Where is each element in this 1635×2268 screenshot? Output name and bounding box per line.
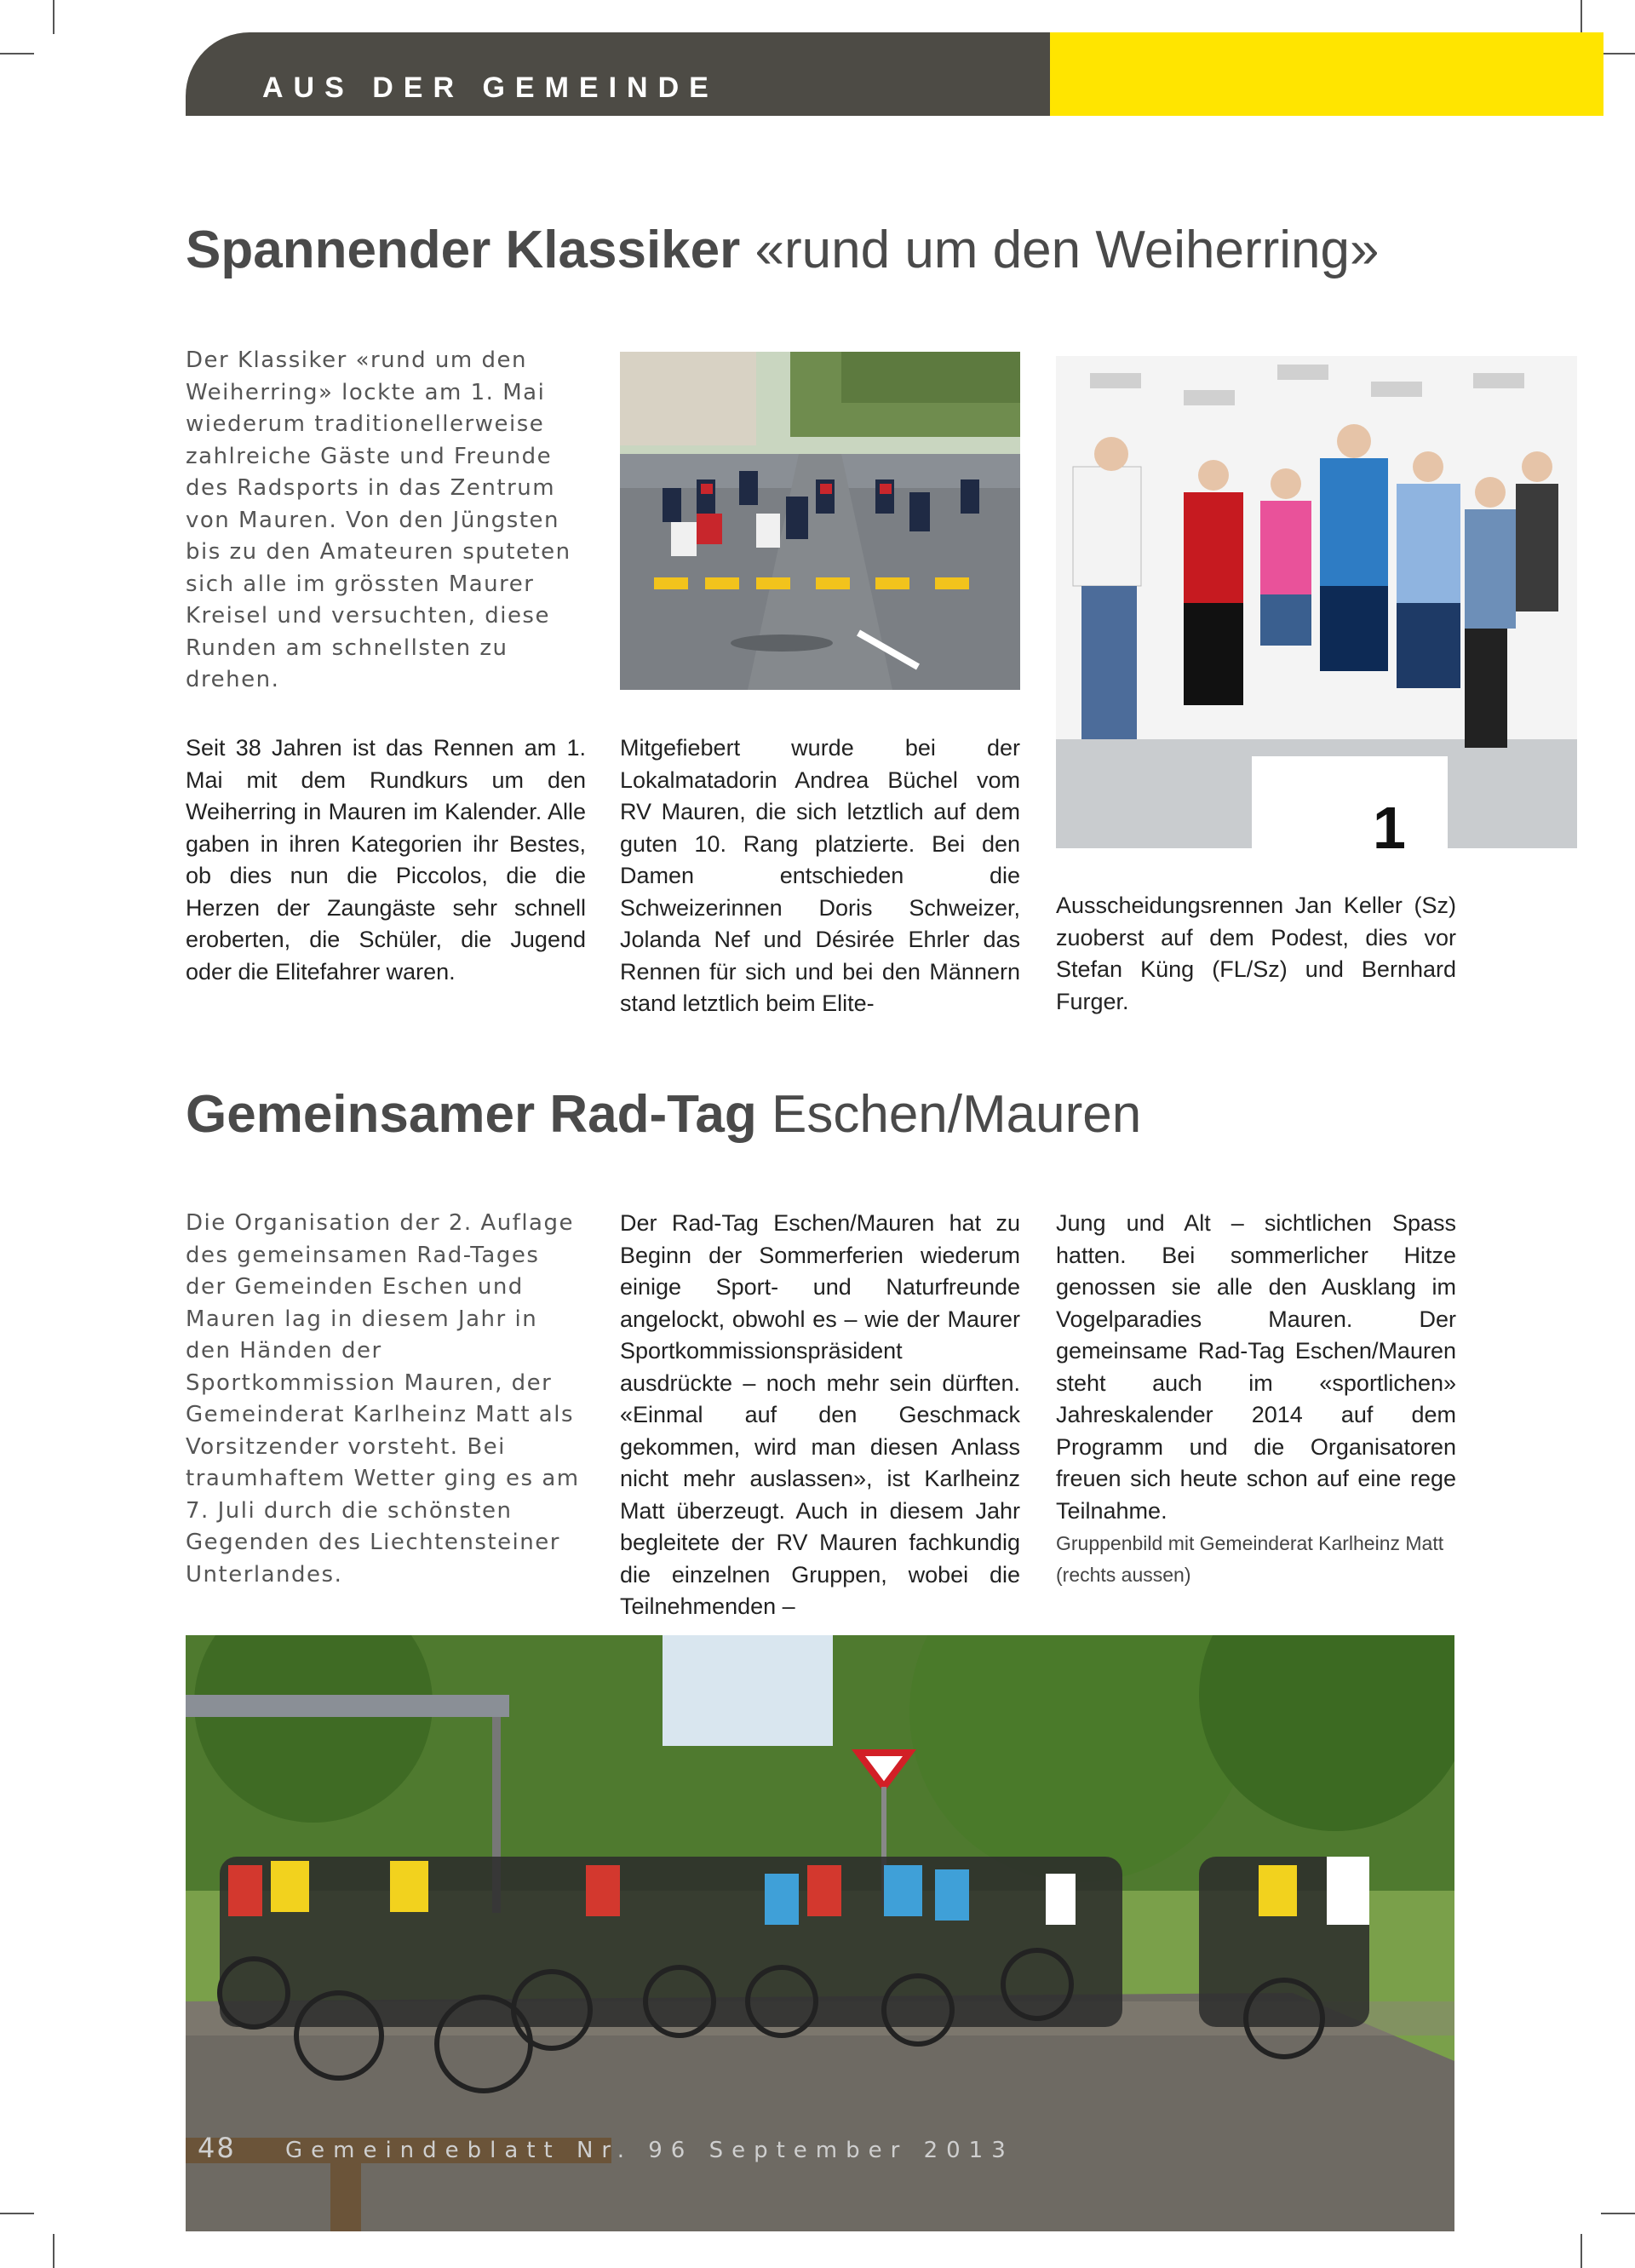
section-header [186,32,1050,116]
crop-mark [1601,53,1635,55]
article2-column3: Jung und Alt – sichtlichen Spass hatten. Bei sommerlicher Hitze genossen sie alle den Ausklang im Vogelparadies Mauren. Der gemeinsame Rad-Tag Eschen/Mauren steht auch im «sportlichen» Jahreskalender 2014 auf dem Programm und die Organisatoren freuen sich heute schon auf eine rege Teilnahme. [1056,1210,1456,1524]
page-footer [198,2132,1014,2164]
podium-number: 1 [1373,795,1406,848]
article2-title-light: Eschen/Mauren [771,1085,1142,1144]
podium-photo [1056,356,1577,848]
crop-mark [1580,0,1582,34]
crop-mark [0,53,34,55]
crop-mark [0,2213,34,2214]
article2-column2: Der Rad-Tag Eschen/Mauren hat zu Beginn der Sommerferien wiederum einige Sport- und Naturfreunde angelockt, obwohl es – wie der Maurer Sportkommissionspräsident ausdrückte – noch mehr sein dürften. «Einmal auf den Geschmack gekommen, wird man diesen Anlass nicht mehr auslassen», ist Karlheinz Matt überzeugt. Auch in diesem Jahr begleitete der RV Mauren fachkundig die einzelnen Gruppen, wobei die Teilnehmenden – [620,1210,1020,1619]
crop-mark [1580,2234,1582,2268]
article1-title-bold: Spannender Klassiker [186,221,741,279]
article2-headline [186,1084,1141,1145]
crop-mark [1601,2213,1635,2214]
article1-column3: Ausscheidungsrennen Jan Keller (Sz) zuoberst auf dem Podest, dies vor Stefan Küng (FL/Sz) und Bernhard Furger. [1056,893,1456,1014]
article1-title-light: «rund um den Weiherring» [754,221,1380,279]
article2-title-bold: Gemeinsamer Rad-Tag [186,1085,757,1144]
article1-column1: Seit 38 Jahren ist das Rennen am 1. Mai mit dem Rundkurs um den Weiherring in Mauren im Kalender. Alle gaben in ihren Kategorien ihr Bestes, ob dies nun die Piccolos, die die Herzen der Zaungäste sehr schnell eroberten, die Schüler, die Jugend oder die Elitefahrer waren. [186,735,586,985]
page-number: 48 [198,2132,236,2164]
race-start-photo [620,352,1020,690]
crop-mark [53,0,54,34]
article1-column2: Mitgefiebert wurde bei der Lokalmatadorin Andrea Büchel vom RV Mauren, die sich letztlich auf dem guten 10. Rang platzierte. Bei den Damen entschieden die Schweizerinnen Doris Schweizer, Jolanda Nef und Désirée Ehrler das Rennen für sich und bei den Männern stand letztlich beim Elite- [620,735,1020,1016]
article1-headline [186,220,1379,280]
article2-lead: Die Organisation der 2. Auflage des gemeinsamen Rad-Tages der Gemeinden Eschen und Mauren lag in diesem Jahr in den Händen der Sportkommission Mauren, der Gemeinderat Karlheinz Matt als Vorsitzender vorsteht. Bei traumhaftem Wetter ging es am 7. Juli durch die schönsten Gegenden des Liechtensteiner Unterlandes. [186,1210,580,1588]
article1-lead: Der Klassiker «rund um den Weiherring» lockte am 1. Mai wiederum traditionellerweise zahlreiche Gäste und Freunde des Radsports in das Zentrum von Mauren. Von den Jüngsten bis zu den Amateuren sputeten sich alle im grössten Maurer Kreisel und versuchten, diese Runden am schnellsten zu drehen. [186,347,571,692]
header-accent [1050,32,1603,116]
publication-name: Gemeindeblatt Nr. 96 September 2013 [284,2138,1014,2163]
crop-mark [53,2234,54,2268]
group-photo-caption: Gruppenbild mit Gemeinderat Karlheinz Matt (rechts aussen) [1056,1532,1444,1586]
section-title: AUS DER GEMEINDE [262,72,719,104]
